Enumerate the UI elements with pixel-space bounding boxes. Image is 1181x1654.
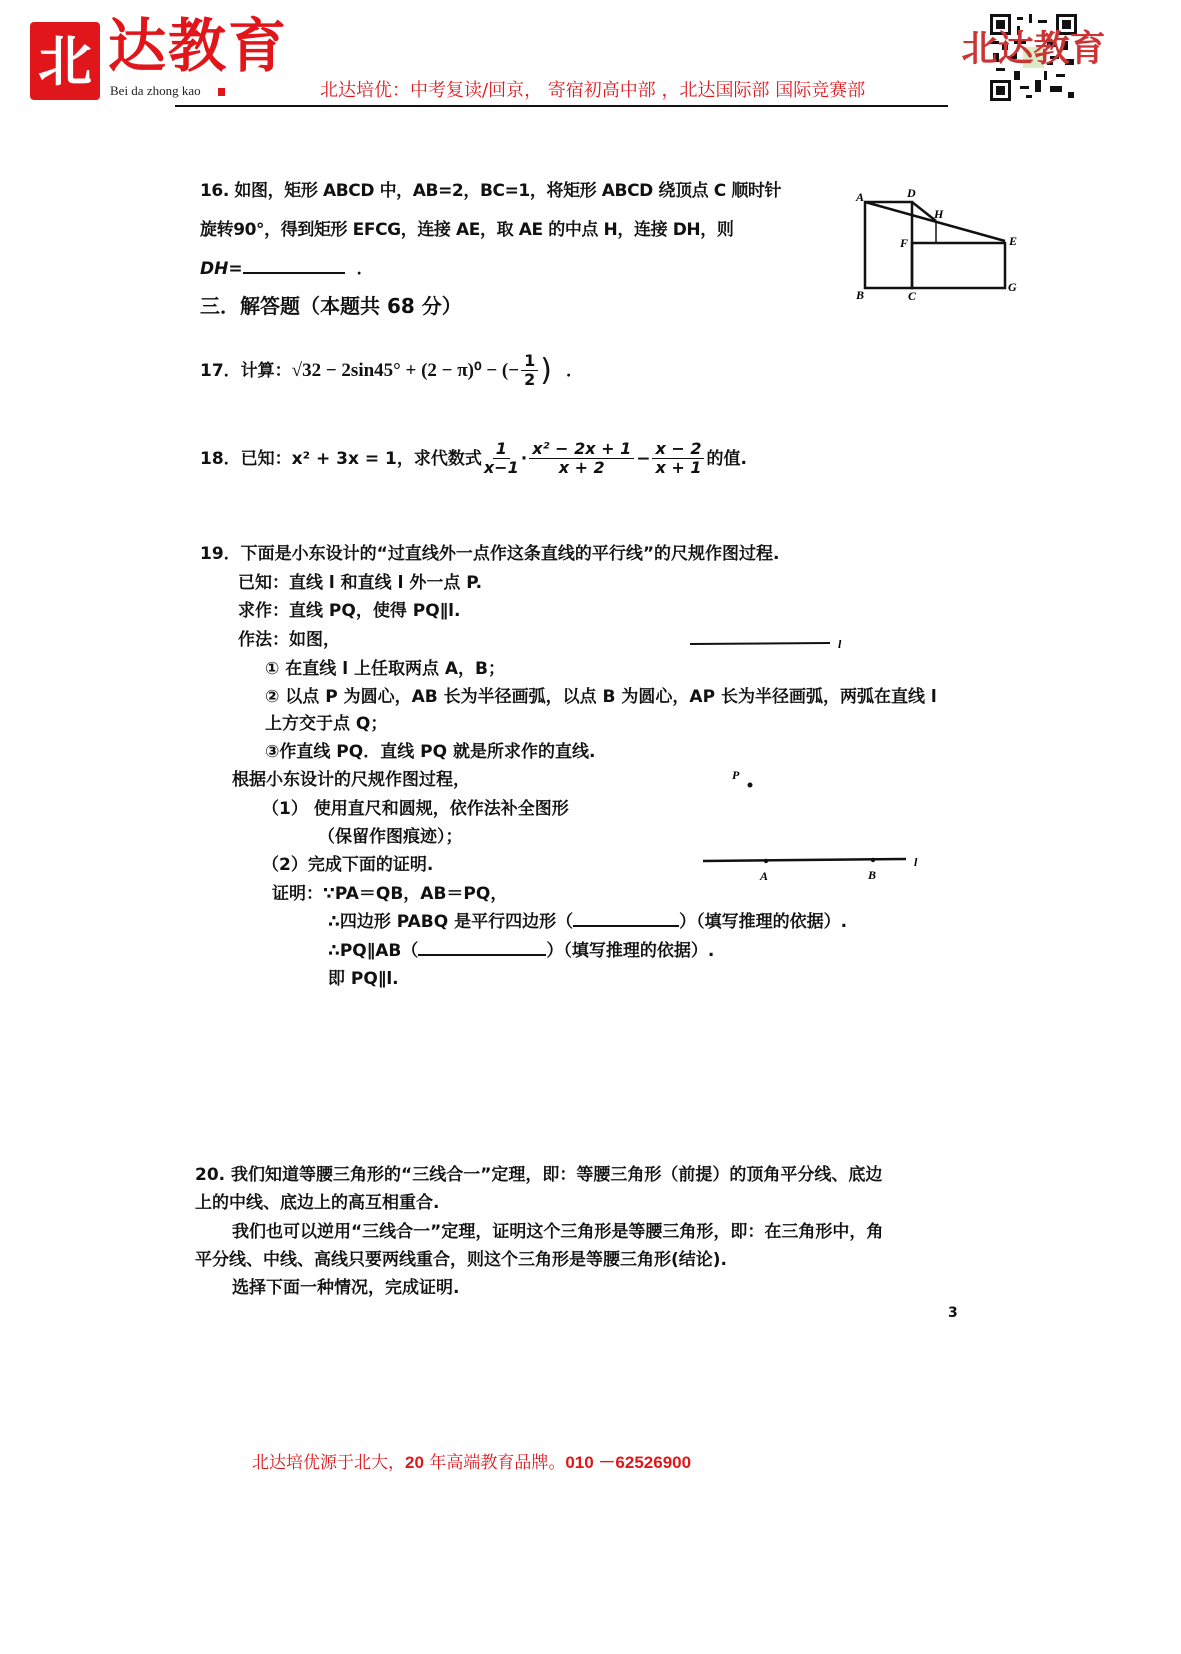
q19-line: 证明：∵PA＝QB，AB＝PQ， [272,884,508,904]
label-l-top: l [838,637,842,651]
logo-square [218,88,225,96]
fraction-numerator: 1 [521,352,538,371]
q18-suffix: 的值. [706,448,747,469]
q16-line3 [200,258,373,280]
q20-line: 平分线、中线、高线只要两线重合，则这个三角形是等腰三角形(结论). [195,1250,727,1270]
q18-fraction-3 [652,440,704,477]
fraction-denominator: x + 2 [558,458,605,477]
fraction-denominator: 2 [524,370,536,389]
q19-line: 已知：直线 l 和直线 l 外一点 P. [238,573,483,593]
q20-line: 我们也可以逆用“三线合一”定理，证明这个三角形是等腰三角形，即：在三角形中，角 [232,1222,884,1242]
label-h: H [934,207,944,221]
q19-line: 作法：如图， [238,630,340,650]
fraction-denominator: x−1 [483,458,519,477]
q19-line: ① 在直线 l 上任取两点 A，B； [265,659,506,679]
line-l-top [690,643,830,644]
q19-line: （保留作图痕迹）； [318,827,463,847]
point-a [764,859,768,863]
q20-line: 20. 我们知道等腰三角形的“三线合一”定理，即：等腰三角形（前提）的顶角平分线、底边 [195,1165,883,1185]
rect-efcg [912,243,1005,288]
q19-line: （1） 使用直尺和圆规，依作法补全图形 [262,799,569,819]
label-a: A [760,869,769,883]
q19-line: ③作直线 PQ．直线 PQ 就是所求作的直线. [265,742,596,762]
header-divider [175,105,948,107]
q17-prefix: 17．计算： [200,360,292,381]
q19-proof-1 [328,911,847,933]
q20-line: 上的中线、底边上的高互相重合. [195,1193,440,1213]
q18-minus: − [636,448,651,469]
footer-slogan [252,1452,691,1474]
label-c: C [908,289,917,303]
fraction-numerator: 1 [493,440,510,459]
footer-part-1: 北达培优源于北大， [252,1453,405,1473]
q19-proof-2 [328,940,714,962]
q16-figure [850,185,1025,305]
q19-line: 19．下面是小东设计的“过直线外一点作这条直线的平行线”的尺规作图过程. [200,544,780,564]
fraction-numerator: x² − 2x + 1 [529,440,634,459]
point-p [748,783,753,788]
qr-code-icon [961,14,1106,101]
q16-line1: 16. 如图，矩形 ABCD 中，AB=2，BC=1，将矩形 ABCD 绕顶点 C 顺时针 [200,181,782,201]
proof-1-suffix: ）（填写推理的依据）. [679,912,848,932]
point-b [871,858,875,862]
q19-line: （2）完成下面的证明. [262,855,434,875]
fraction-numerator: x − 2 [652,440,704,459]
q20-line: 选择下面一种情况，完成证明. [232,1278,460,1298]
q16-line2: 旋转90°，得到矩形 EFCG，连接 AE，取 AE 的中点 H，连接 DH，则 [200,220,734,240]
footer-part-2: 年高端教育品牌。 [423,1453,566,1473]
proof-1-prefix: ∴四边形 PABQ 是平行四边形（ [328,912,574,932]
header-tagline: 北达培优：中考复读/回京， 寄宿初高中部 ，北达国际部 国际竞赛部 [320,80,866,101]
q19-figure [680,630,940,890]
q18-dot: · [520,448,528,469]
logo-mark: 北 [30,22,100,100]
logo-text: 达教育 [108,12,289,80]
label-g: G [1008,280,1017,294]
proof-2-blank[interactable] [418,954,546,956]
footer-phone: 010 －62526900 [565,1453,692,1472]
q19-proof-3: 即 PQ∥l. [328,969,399,989]
q19-line: 上方交于点 Q； [265,714,388,734]
q17-close-paren: ) [540,352,552,388]
fraction-denominator: x + 1 [655,458,702,477]
label-e: E [1009,234,1018,248]
proof-2-suffix: ）（填写推理的依据）. [546,941,715,961]
label-a: A [856,190,865,204]
proof-1-blank[interactable] [573,925,679,927]
label-f: F [900,236,909,250]
q16-answer-blank[interactable] [243,272,345,274]
label-d: D [907,186,916,200]
q17-fraction [521,352,538,389]
label-b: B [868,868,877,882]
q18 [200,440,747,477]
q19-line: 根据小东设计的尺规作图过程， [232,770,470,790]
line-l-bottom [703,859,906,861]
label-l-bottom: l [914,855,918,869]
label-b: B [856,288,865,302]
page-number: 3 [948,1305,958,1321]
q19-line: 求作：直线 PQ，使得 PQ∥l. [238,601,461,621]
label-p: P [732,768,740,782]
q17 [200,352,583,389]
q19-line: ② 以点 P 为圆心，AB 长为半径画弧，以点 B 为圆心，AP 长为半径画弧，两弧在直线 l [265,687,937,707]
footer-years: 20 [405,1453,424,1472]
q18-fraction-1 [484,440,519,477]
q17-expression: √32 − 2sin45° + (2 − π)⁰ − (− [291,359,520,381]
proof-2-prefix: ∴PQ∥AB（ [328,941,419,961]
q17-period: ． [565,360,583,381]
logo-subtitle: Bei da zhong kao [110,83,201,98]
q16-answer-label: DH= [200,259,243,279]
qr-center-label: 北达教育 [961,28,1106,69]
section-heading: 三．解答题（本题共 68 分） [200,294,462,318]
q16-period: ． [356,259,374,279]
q18-prefix: 18．已知：x² + 3x = 1，求代数式 [200,448,482,469]
q18-fraction-2 [529,440,634,477]
